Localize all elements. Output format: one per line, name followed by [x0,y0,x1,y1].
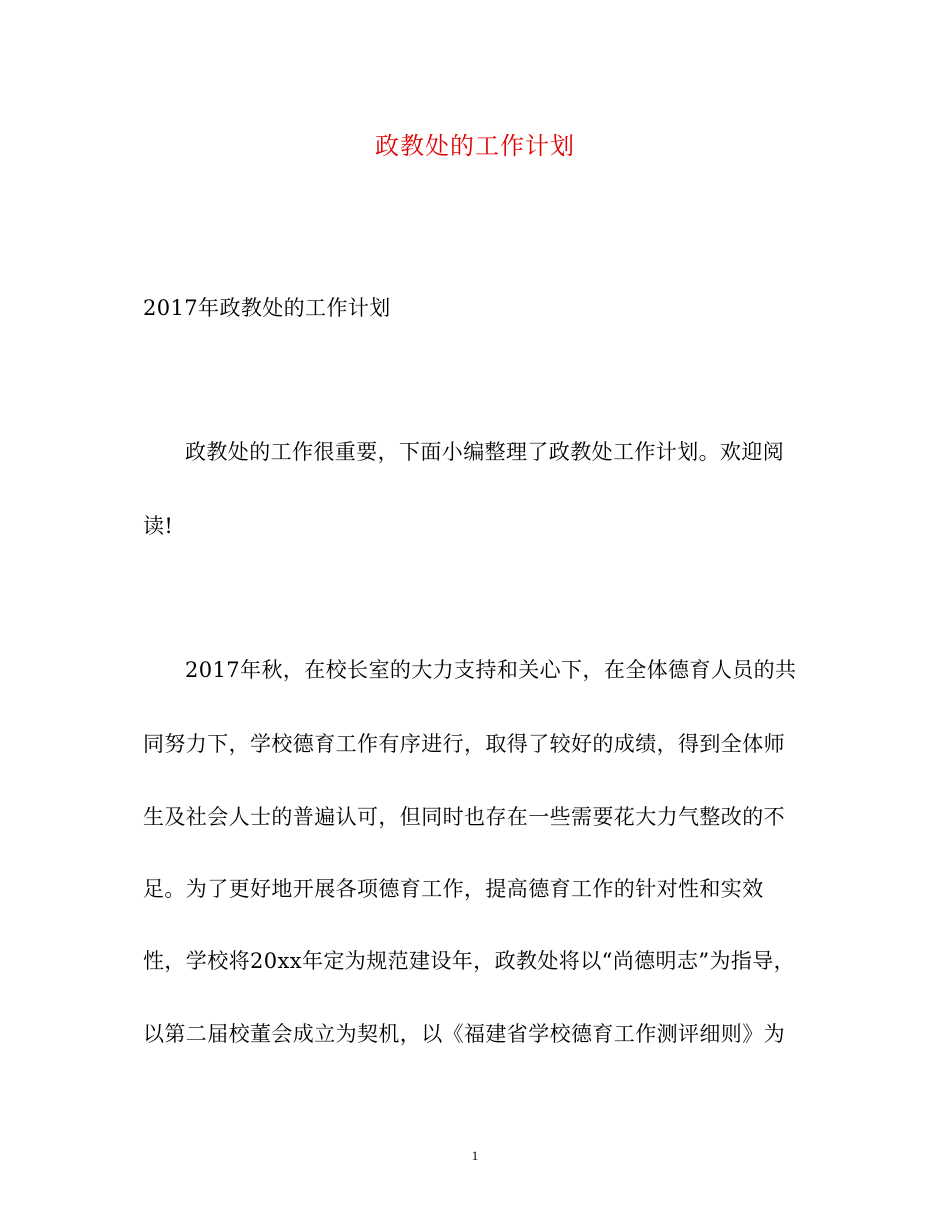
page-number: 1 [471,1148,479,1163]
body-line-3: 生及社会人士的普遍认可，但同时也存在一些需要花大力气整改的不 [143,805,785,829]
intro-line-2: 读! [143,514,174,538]
body-line-2: 同努力下，学校德育工作有序进行，取得了较好的成绩，得到全体师 [143,732,785,756]
body-line-5: 性，学校将20xx年定为规范建设年，政教处将以“尚德明志”为指导， [143,949,796,973]
document-subtitle: 2017年政教处的工作计划 [143,296,391,320]
body-line-4: 足。为了更好地开展各项德育工作，提高德育工作的针对性和实效 [143,877,764,901]
body-line-6: 以第二届校董会成立为契机，以《福建省学校德育工作测评细则》为 [143,1022,785,1046]
document-title: 政教处的工作计划 [375,132,575,160]
body-line-1: 2017年秋，在校长室的大力支持和关心下，在全体德育人员的共 [185,658,797,682]
intro-line-1: 政教处的工作很重要，下面小编整理了政教处工作计划。欢迎阅 [185,440,785,464]
